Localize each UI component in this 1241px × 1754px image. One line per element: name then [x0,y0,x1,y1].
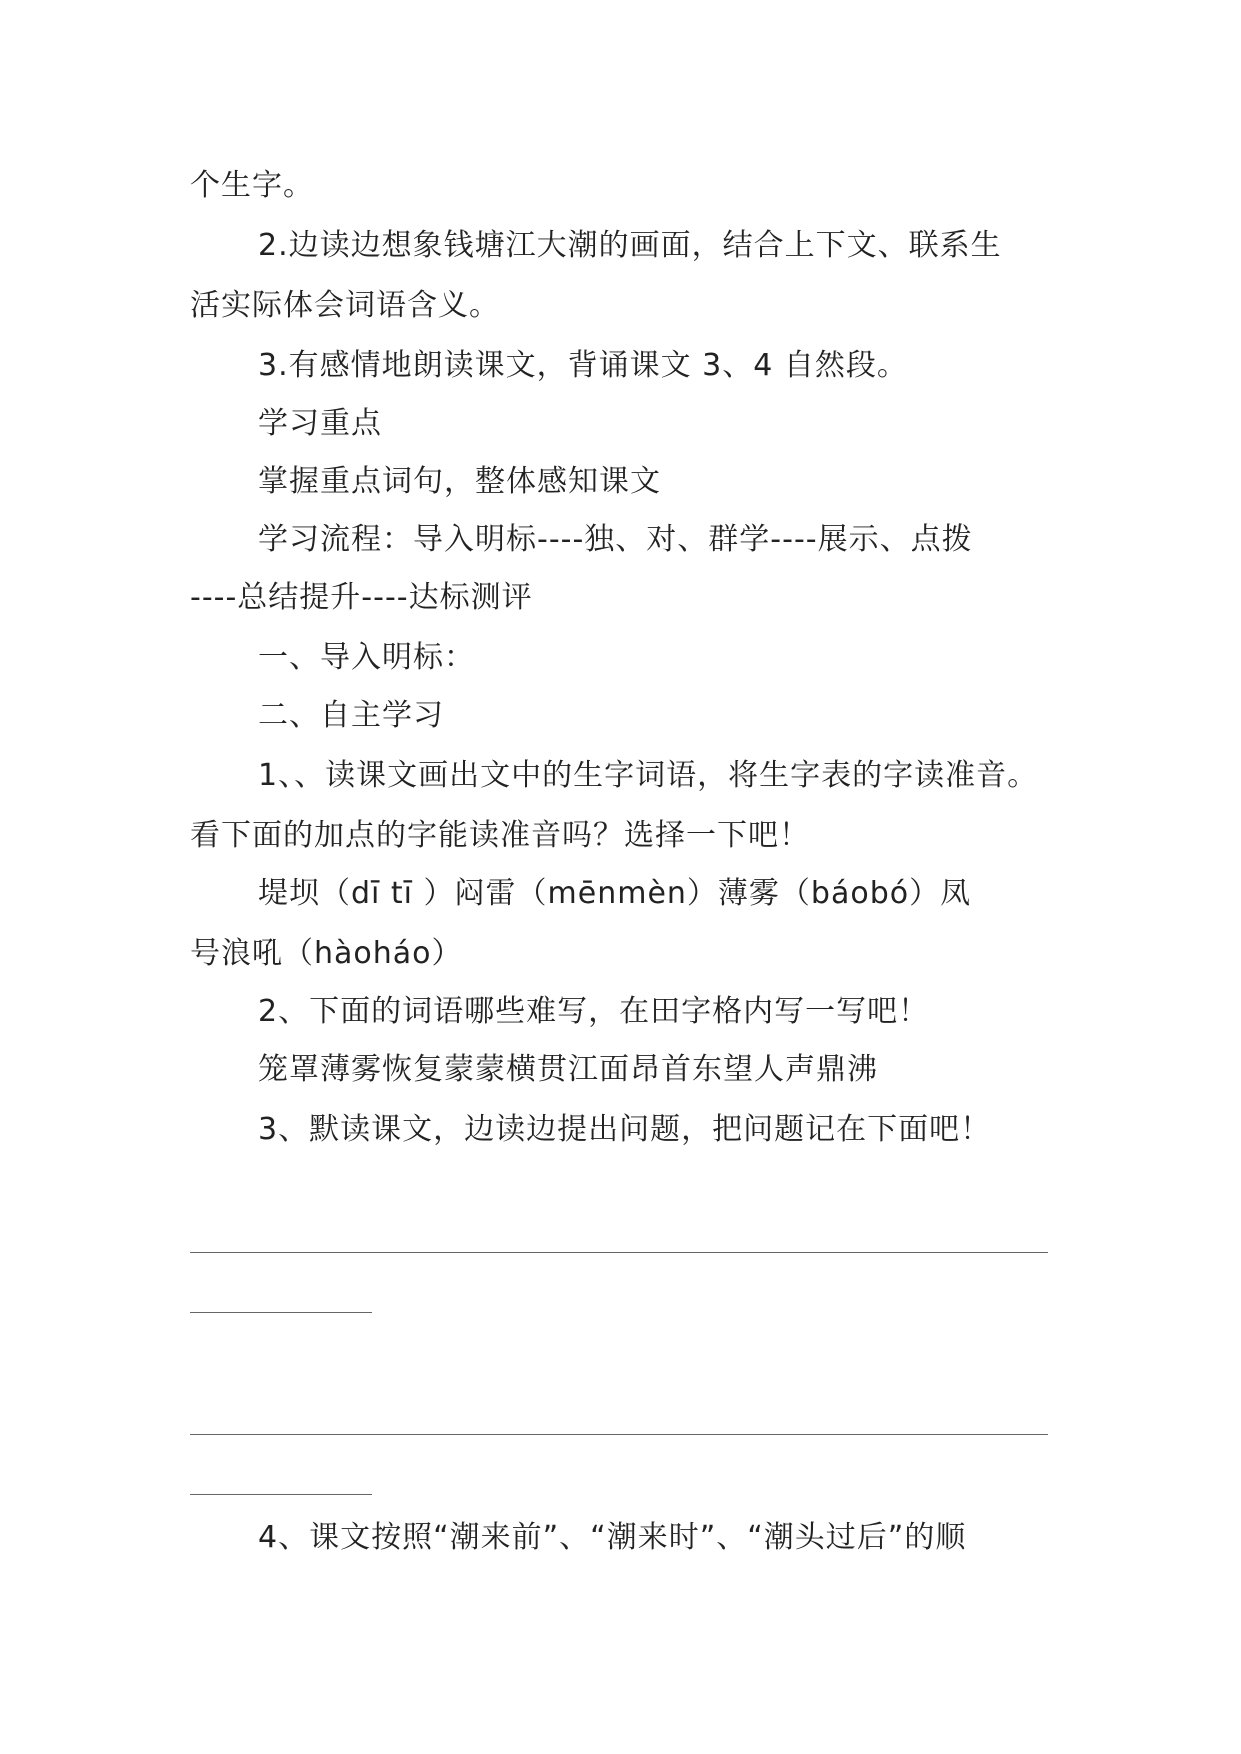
answer-line [190,1434,1048,1435]
text-line: 学习流程：导入明标----独、对、群学----展示、点拨 [258,522,973,557]
section-heading: 一、导入明标： [258,640,475,675]
answer-line [190,1252,1048,1253]
text-line: 2、下面的词语哪些难写，在田字格内写一写吧！ [258,994,930,1029]
text-line: 3、默读课文，边读边提出问题，把问题记在下面吧！ [258,1112,992,1147]
text-line: 3.有感情地朗读课文，背诵课文 3、4 自然段。 [258,348,908,383]
text-line: 堤坝（dī tī ）闷雷（mēnmèn）薄雾（báobó）凤 [258,876,972,911]
section-heading: 学习重点 [258,406,382,441]
text-line: 掌握重点词句，整体感知课文 [258,464,661,499]
answer-line [190,1312,372,1313]
text-line: 看下面的加点的字能读准音吗？选择一下吧！ [190,818,810,853]
word-list: 笼罩薄雾恢复蒙蒙横贯江面昂首东望人声鼎沸 [258,1052,878,1087]
text-line: 4、课文按照“潮来前”、“潮来时”、“潮头过后”的顺 [258,1520,967,1555]
text-line: 2.边读边想象钱塘江大潮的画面，结合上下文、联系生 [258,228,1002,263]
text-line: 活实际体会词语含义。 [190,288,500,323]
answer-line [190,1494,372,1495]
text-line: 个生字。 [190,168,314,203]
text-line: 号浪吼（hàoháo） [190,936,463,971]
text-line: 1、、读课文画出文中的生字词语，将生字表的字读准音。 [258,758,1039,793]
section-heading: 二、自主学习 [258,698,444,733]
text-line: ----总结提升----达标测评 [190,580,533,615]
